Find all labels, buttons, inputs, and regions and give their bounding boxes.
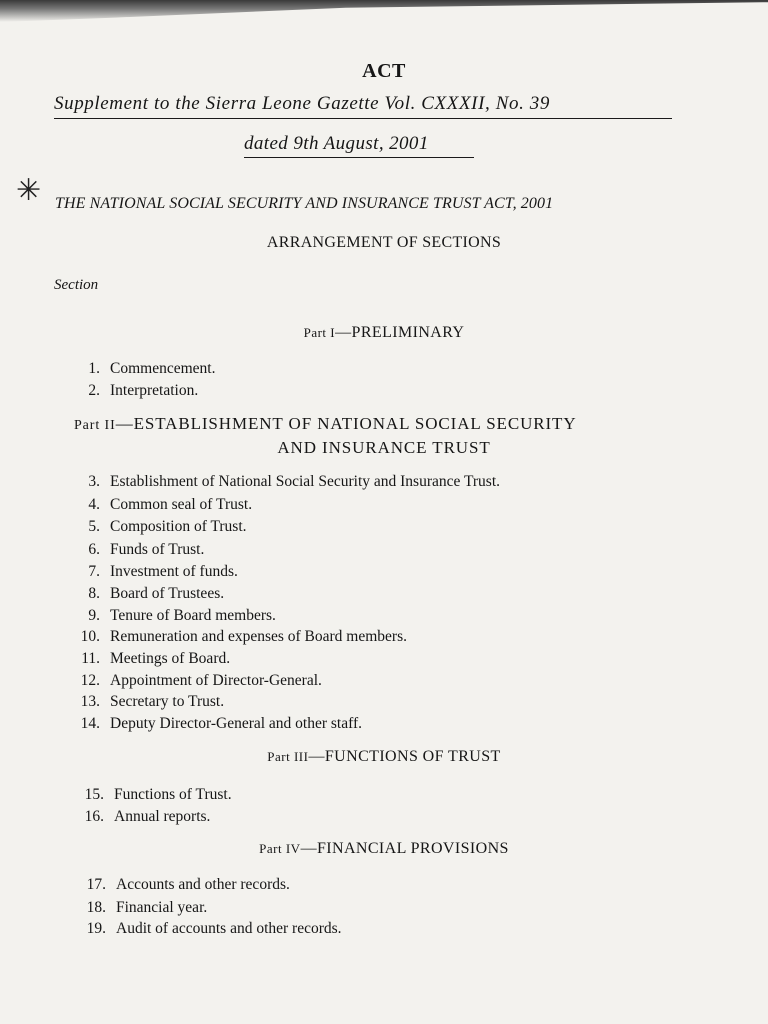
- part-prefix: Part III: [267, 749, 309, 764]
- section-item: 19. Audit of accounts and other records.: [86, 920, 342, 937]
- part-title: —FUNCTIONS OF TRUST: [308, 748, 501, 765]
- act-title: THE NATIONAL SOCIAL SECURITY AND INSURANCE TRUST ACT, 2001: [55, 195, 554, 212]
- section-item: 9. Tenure of Board members.: [88, 607, 276, 624]
- arrangement-heading: ARRANGEMENT OF SECTIONS: [266, 234, 502, 251]
- part-heading: [0, 324, 768, 342]
- part-title: —PRELIMINARY: [335, 324, 465, 341]
- part-heading: [0, 840, 768, 858]
- section-item: 8. Board of Trustees.: [88, 585, 225, 602]
- section-item: 18. Financial year.: [86, 899, 208, 916]
- scan-edge-shadow: [0, 0, 768, 22]
- part-title: —FINANCIAL PROVISIONS: [300, 840, 509, 857]
- gazette-supplement-line: Supplement to the Sierra Leone Gazette Vol. CXXXII, No. 39: [54, 93, 551, 114]
- document-heading: ACT: [362, 60, 406, 82]
- section-item: 14. Deputy Director-General and other staff.: [80, 715, 363, 732]
- section-item: 16. Annual reports.: [84, 808, 211, 825]
- part-title-continued: AND INSURANCE TRUST: [277, 438, 491, 457]
- rule-divider: [244, 157, 474, 158]
- section-item: 15. Functions of Trust.: [84, 786, 232, 803]
- section-item: 4. Common seal of Trust.: [88, 496, 253, 513]
- section-column-label: Section: [54, 277, 99, 293]
- part-prefix: Part II: [74, 418, 116, 433]
- date-line: dated 9th August, 2001: [244, 133, 429, 154]
- part-heading: [0, 748, 768, 766]
- section-item: 10. Remuneration and expenses of Board members.: [80, 628, 407, 645]
- section-item: 17. Accounts and other records.: [86, 876, 290, 893]
- part-prefix: Part IV: [259, 841, 301, 856]
- section-item: 5. Composition of Trust.: [88, 518, 247, 535]
- section-item: 12. Appointment of Director-General.: [80, 672, 322, 689]
- section-item: 13. Secretary to Trust.: [80, 693, 225, 710]
- part-title: —ESTABLISHMENT OF NATIONAL SOCIAL SECURITY: [115, 414, 577, 433]
- ink-blot-mark: ✳: [16, 174, 42, 207]
- section-item: 3. Establishment of National Social Security and Insurance Trust.: [88, 473, 501, 490]
- rule-divider: [54, 118, 672, 119]
- section-item: 1. Commencement.: [88, 360, 216, 377]
- section-item: 6. Funds of Trust.: [88, 541, 205, 558]
- section-item: 7. Investment of funds.: [88, 563, 238, 580]
- part-prefix: Part I: [303, 325, 336, 340]
- section-item: 2. Interpretation.: [88, 382, 199, 399]
- part-heading: [74, 414, 577, 434]
- section-item: 11. Meetings of Board.: [81, 650, 231, 667]
